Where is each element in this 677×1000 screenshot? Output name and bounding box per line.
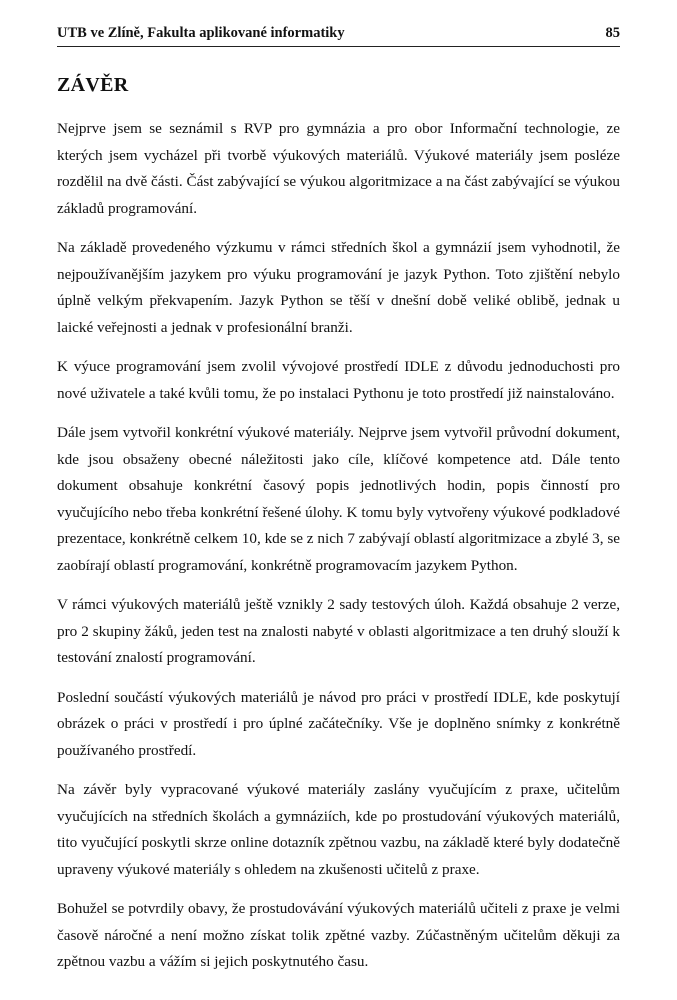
paragraph: Poslední součástí výukových materiálů je návod pro práci v prostředí IDLE, kde poskytují obrázek o práci v prostředí i pro úplné začátečníky. Vše je doplněno snímky z konkrétně používaného prostředí.: [57, 688, 620, 759]
page-number: 85: [605, 25, 620, 41]
body-text: [57, 116, 620, 989]
paragraph: Bohužel se potvrdily obavy, že prostudovávání výukových materiálů učiteli z praxe je velmi časově náročné a není možno získat tolik zpětné vazby. Zúčastněným učitelům děkuji za zpětnou vazbu a vážím si jejich poskytnutého času.: [57, 900, 620, 970]
paragraph: V rámci výukových materiálů ještě vznikly 2 sady testových úloh. Každá obsahuje 2 verze, pro 2 skupiny žáků, jeden test na znalosti nabyté v oblasti algoritmizace a ten druhý slouží k testování znalostí programování.: [57, 596, 620, 666]
paragraph: Nejprve jsem se seznámil s RVP pro gymnázia a pro obor Informační technologie, ze kterých jsem vycházel při tvorbě výukových materiálů. Výukové materiály jsem posléze rozdělil na dvě části. Část zabývající se výukou algoritmizace a na část zabývající se výukou základů programování.: [57, 120, 620, 217]
paragraph: Na základě provedeného výzkumu v rámci středních škol a gymnázií jsem vyhodnotil, že nejpoužívanějším jazykem pro výuku programování je jazyk Python. Toto zjištění nebylo úplně velkým překvapením. Jazyk Python se těší v dnešní době veliké oblibě, jednak u laické veřejnosti a jednak v profesionální branži.: [57, 239, 620, 336]
paragraph: K výuce programování jsem zvolil vývojové prostředí IDLE z důvodu jednoduchosti pro nové uživatele a také kvůli tomu, že po instalaci Pythonu je toto prostředí již nainstalováno.: [57, 358, 620, 402]
running-header: [57, 25, 620, 47]
paragraph: Dále jsem vytvořil konkrétní výukové materiály. Nejprve jsem vytvořil průvodní dokument, kde jsou obsaženy obecné náležitosti jako cíle, klíčové kompetence atd. Dále tento dokument obsahuje konkrétní časový popis jednotlivých hodin, popis činností pro vyučujícího nebo třeba konkrétní řešené úlohy. K tomu byly vytvořeny výukové podkladové prezentace, konkrétně celkem 10, kde se z nich 7 zabývají oblastí algoritmizace a zbylé 3, se zaobírají oblastí programování, konkrétně programovacím jazykem Python.: [57, 424, 620, 574]
paragraph: Na závěr byly vypracované výukové materiály zaslány vyučujícím z praxe, učitelům vyučujících na středních školách a gymnáziích, kde po prostudování výukových materiálů, tito vyučující poskytli skrze online dotazník zpětnou vazbu, na základě které byly dodatečně upraveny výukové materiály s ohledem na zkušenosti učitelů z praxe.: [57, 781, 620, 878]
section-heading: ZÁVĚR: [57, 74, 129, 96]
header-title: UTB ve Zlíně, Fakulta aplikované informatiky: [57, 25, 345, 41]
